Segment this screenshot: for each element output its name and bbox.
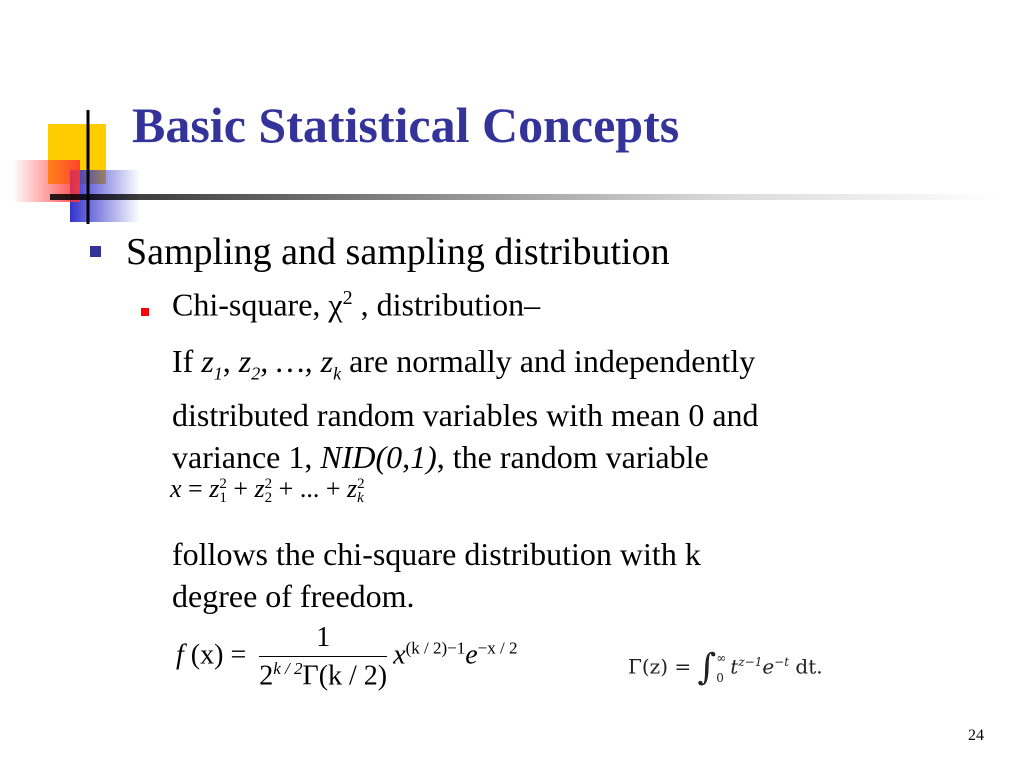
paragraph-follows — [172, 533, 932, 617]
chi-exponent: 2 — [342, 287, 353, 309]
z2-sub: 2 — [251, 363, 261, 384]
slide-title: Basic Statistical Concepts — [132, 97, 680, 153]
eq1-term1-sup: 2 — [219, 476, 227, 493]
integral-sign: ∫ — [697, 647, 717, 688]
eq1-term2-sub: 2 — [264, 490, 273, 507]
eq3-e-exp: −t — [774, 654, 790, 669]
eq3-lhs: Γ(z) = — [628, 654, 698, 679]
line3-start: variance 1, — [172, 439, 321, 476]
eq2-fraction — [259, 622, 387, 692]
z2-var: z — [238, 343, 252, 379]
sep1: , — [222, 343, 239, 379]
bullet-marker-level1 — [90, 246, 101, 257]
eq1-plus1: + — [226, 474, 255, 503]
eq1-term1-sub: 1 — [219, 490, 227, 507]
integral-upper: ∞ — [716, 651, 727, 665]
z1-var: z — [201, 343, 214, 379]
bullet-marker-level2 — [141, 308, 149, 316]
chi-square-prefix: Chi-square, — [172, 286, 329, 323]
deco-horizontal-rule — [50, 194, 1000, 200]
eq2-equals: = — [230, 639, 254, 671]
chi-square-pdf-equation — [176, 622, 517, 692]
eq1-lhs: x — [170, 474, 182, 503]
paragraph-line-2: distributed random variables with mean 0 and — [172, 397, 759, 434]
chi-square-sum-equation — [170, 474, 365, 505]
eq2-den-exp: k / 2 — [273, 659, 303, 678]
eq1-equals: = — [181, 474, 210, 503]
eq2-arg: (x) — [183, 639, 231, 671]
chi-square-suffix: , distribution– — [352, 286, 541, 323]
paragraph2-line-1: follows the chi-square distribution with k — [172, 536, 701, 572]
eq2-f: f — [176, 639, 184, 671]
eq3-t-exp: z−1 — [738, 654, 763, 669]
z1-sub: 1 — [213, 363, 223, 384]
paragraph-definition — [172, 340, 932, 478]
eq2-e: e — [465, 639, 478, 671]
bullet-level2-text — [172, 287, 540, 323]
paragraph-line-1 — [172, 340, 932, 394]
eq2-den-base: 2 — [259, 660, 274, 692]
bullet-level1-text: Sampling and sampling distribution — [126, 231, 670, 273]
eq1-term3-sup: 2 — [357, 476, 365, 493]
eq3-period: . — [816, 654, 823, 679]
eq1-term3: z — [346, 474, 358, 503]
page-number: 24 — [968, 727, 984, 744]
gamma-function-equation — [628, 648, 823, 688]
eq1-dots: ... — [299, 474, 320, 503]
sep2: , …, — [260, 343, 321, 379]
zk-var: z — [320, 343, 334, 379]
eq3-dt: dt — [789, 654, 817, 679]
eq1-term2-sup: 2 — [264, 476, 273, 493]
eq2-e-exp: −x / 2 — [477, 638, 518, 658]
paragraph2-line-2: degree of freedom. — [172, 578, 415, 614]
chi-symbol: χ — [328, 286, 343, 323]
eq1-term3-sub: k — [357, 490, 364, 507]
eq1-plus2: + — [272, 474, 300, 503]
eq2-den-gamma: Γ(k / 2) — [302, 660, 388, 692]
eq2-denominator — [259, 657, 387, 692]
eq2-x: x — [393, 639, 406, 671]
eq1-term2: z — [254, 474, 265, 503]
line1-rest: are normally and independently — [341, 343, 756, 379]
paragraph-line-3 — [172, 436, 932, 478]
line3-end: , the random variable — [436, 439, 709, 476]
eq2-x-exp: (k / 2)−1 — [405, 638, 466, 658]
eq3-t: t — [730, 654, 739, 679]
eq2-numerator: 1 — [259, 622, 387, 657]
if-word: If — [172, 343, 202, 379]
integral-lower: 0 — [716, 671, 724, 685]
eq1-term1: z — [209, 474, 220, 503]
integral-limits — [716, 648, 726, 688]
eq3-e: e — [762, 654, 775, 679]
zk-sub: k — [333, 363, 342, 384]
eq1-plus3: + — [319, 474, 347, 503]
nid-notation: NID(0,1) — [320, 439, 437, 476]
